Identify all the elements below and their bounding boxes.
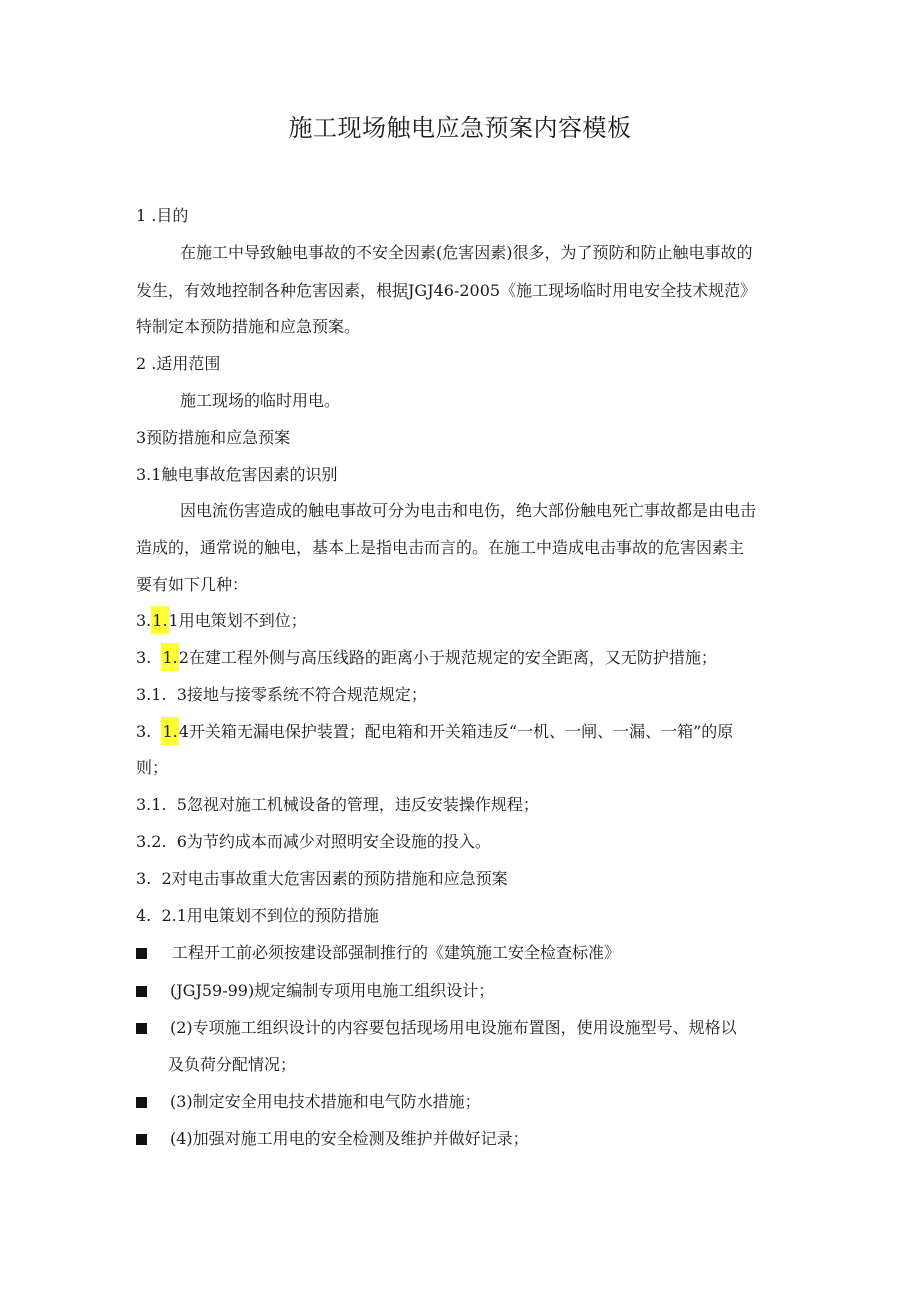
paragraph-line: 因电流伤害造成的触电事故可分为电击和电伤，绝大部份触电死亡事故都是由电击 (180, 501, 757, 520)
list-item (136, 721, 733, 743)
item-text: 2在建工程外侧与高压线路的距离小于规范规定的安全距离，又无防护措施； (178, 648, 717, 667)
bullet-text: (3)制定安全用电技术措施和电气防水措施； (170, 1092, 481, 1111)
document-title: 施工现场触电应急预案内容模板 (288, 114, 632, 142)
bullet-item-continued: 及负荷分配情况； (168, 1055, 297, 1074)
highlight-mark: 1. (161, 643, 178, 671)
heading-prevention: 3. 2对电击事故重大危害因素的预防措施和应急预案 (136, 869, 508, 888)
bullet-item (136, 1091, 481, 1113)
list-item (136, 647, 717, 669)
heading-hazard-identification: 3.1触电事故危害因素的识别 (136, 465, 338, 484)
bullet-item (136, 980, 494, 1002)
paragraph-line: 发生，有效地控制各种危害因素，根据JGJ46-2005《施工现场临时用电安全技术规范》 (136, 281, 757, 300)
heading-purpose: 1 .目的 (136, 206, 189, 225)
paragraph-line: 施工现场的临时用电。 (180, 391, 341, 410)
list-item-continued: 则； (136, 758, 169, 777)
paragraph-line: 特制定本预防措施和应急预案。 (136, 317, 361, 336)
bullet-text: (JGJ59-99)规定编制专项用电施工组织设计； (170, 981, 495, 1000)
item-text: 1用电策划不到位； (168, 611, 307, 630)
list-item: 3.1. 5忽视对施工机械设备的管理，违反安装操作规程； (136, 795, 539, 814)
heading-scope: 2 .适用范围 (136, 354, 221, 373)
heading-measures: 3预防措施和应急预案 (136, 428, 291, 447)
paragraph-line: 要有如下几种： (136, 575, 249, 594)
highlight-mark: 1. (161, 717, 178, 745)
list-item: 3.2. 6为节约成本而减少对照明安全设施的投入。 (136, 832, 491, 851)
square-bullet-icon (136, 1134, 147, 1145)
square-bullet-icon (136, 1023, 147, 1034)
bullet-text: (2)专项施工组织设计的内容要包括现场用电设施布置图，使用设施型号、规格以 (170, 1018, 737, 1037)
square-bullet-icon (136, 986, 147, 997)
bullet-item (136, 1128, 529, 1150)
paragraph-line: 在施工中导致触电事故的不安全因素(危害因素)很多，为了预防和防止触电事故的 (180, 243, 753, 262)
list-item (136, 610, 307, 632)
list-item: 3.1. 3接地与接零系统不符合规范规定； (136, 685, 427, 704)
highlight-mark: 1. (151, 606, 168, 634)
item-text: 4开关箱无漏电保护装置；配电箱和开关箱违反“一机、一闸、一漏、一箱”的原 (178, 722, 734, 741)
square-bullet-icon (136, 1097, 147, 1108)
item-number: 3. (136, 611, 152, 630)
bullet-text: 工程开工前必须按建设部强制推行的《建筑施工安全检查标准》 (172, 943, 621, 962)
bullet-item (136, 1017, 737, 1039)
square-bullet-icon (136, 948, 147, 959)
item-number: 3. (136, 648, 162, 667)
heading-planning: 4. 2.1用电策划不到位的预防措施 (136, 906, 379, 925)
bullet-text: (4)加强对施工用电的安全检测及维护并做好记录； (170, 1129, 529, 1148)
item-number: 3. (136, 722, 162, 741)
paragraph-line: 造成的，通常说的触电，基本上是指电击而言的。在施工中造成电击事故的危害因素主 (136, 538, 745, 557)
bullet-item (136, 942, 620, 964)
